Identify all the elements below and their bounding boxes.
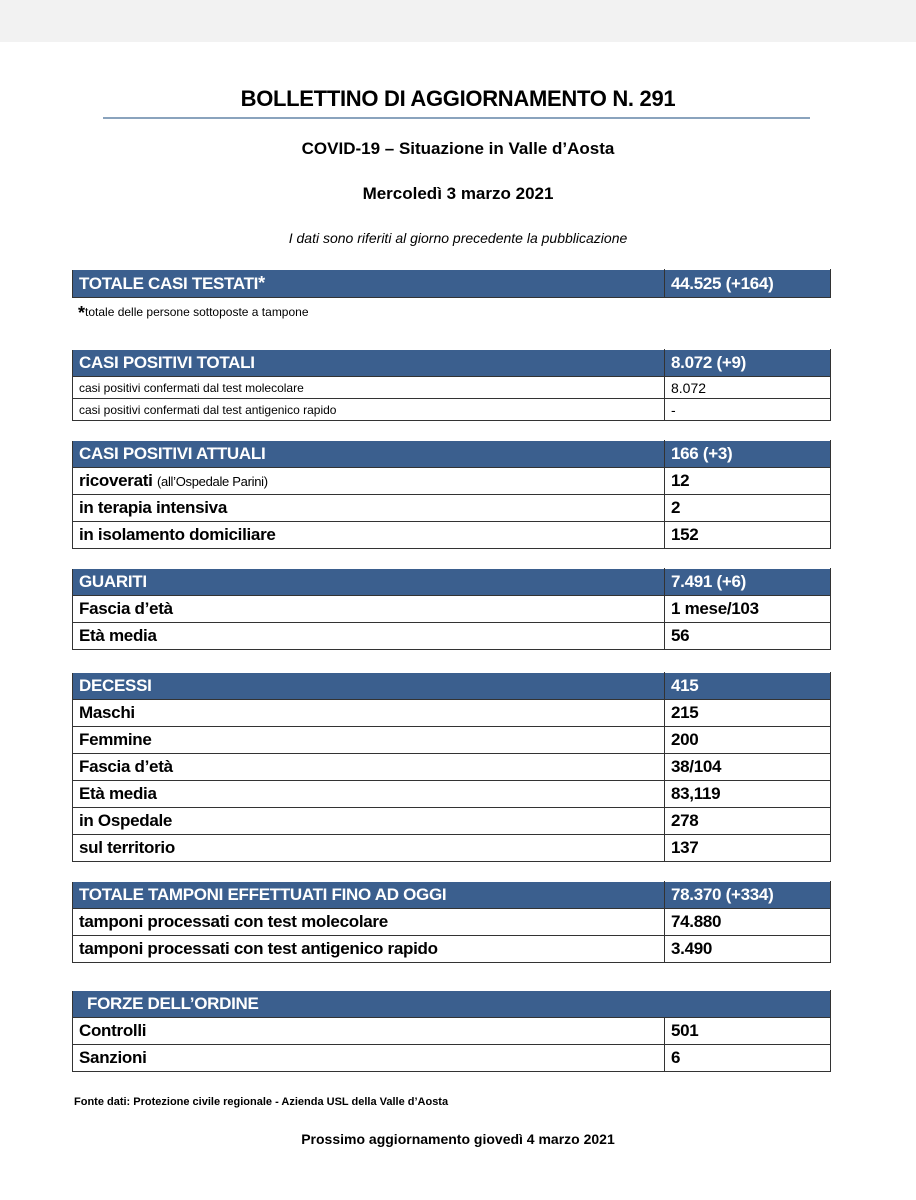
guariti-value: 7.491 (+6) [665,569,831,596]
title-divider [103,117,810,119]
table-row: Età media 83,119 [73,781,831,808]
table-row: Età media 56 [73,623,831,650]
table-row: ricoverati (all’Ospedale Parini) 12 [73,468,831,495]
forze-ordine-label: FORZE DELL’ORDINE [73,991,831,1018]
table-row [73,673,831,700]
table-row: Maschi 215 [73,700,831,727]
positivi-totali-label: CASI POSITIVI TOTALI [73,350,665,377]
table-totale-casi [72,269,831,298]
table-row: tamponi processati con test antigenico rapido 3.490 [73,936,831,963]
table-row [73,991,831,1018]
table-row: Femmine 200 [73,727,831,754]
table-row [73,882,831,909]
page-subtitle: COVID-19 – Situazione in Valle d’Aosta [301,139,615,158]
asterisk-footnote: *totale delle persone sottoposte a tampone [78,303,309,323]
table-row: in isolamento domiciliare 152 [73,522,831,549]
table-tamponi [72,881,831,963]
totale-casi-label: TOTALE CASI TESTATI* [73,270,665,298]
guariti-label: GUARITI [73,569,665,596]
positivi-attuali-value: 166 (+3) [665,441,831,468]
table-row: in terapia intensiva 2 [73,495,831,522]
decessi-value: 415 [665,673,831,700]
table-row: casi positivi confermati dal test molecolare 8.072 [73,377,831,399]
top-bar [0,0,916,42]
table-row: casi positivi confermati dal test antigenico rapido - [73,399,831,421]
table-row: Sanzioni 6 [73,1045,831,1072]
table-row: in Ospedale 278 [73,808,831,835]
table-row [73,270,831,298]
positivi-attuali-label: CASI POSITIVI ATTUALI [73,441,665,468]
positivi-totali-value: 8.072 (+9) [665,350,831,377]
tamponi-label: TOTALE TAMPONI EFFETTUATI FINO AD OGGI [73,882,665,909]
table-row: Fascia d’età 1 mese/103 [73,596,831,623]
table-positivi-totali [72,349,831,421]
decessi-label: DECESSI [73,673,665,700]
table-forze-ordine [72,990,831,1072]
table-guariti [72,568,831,650]
table-row [73,569,831,596]
next-update: Prossimo aggiornamento giovedì 4 marzo 2021 [301,1131,615,1147]
data-source: Fonte dati: Protezione civile regionale - Azienda USL della Valle d’Aosta [74,1096,449,1108]
table-row: Controlli 501 [73,1018,831,1045]
data-reference-note: I dati sono riferiti al giorno precedente la pubblicazione [288,230,628,246]
table-row: sul territorio 137 [73,835,831,862]
table-row [73,350,831,377]
table-row: Fascia d’età 38/104 [73,754,831,781]
table-decessi [72,672,831,862]
table-row [73,441,831,468]
tamponi-value: 78.370 (+334) [665,882,831,909]
bulletin-date: Mercoledì 3 marzo 2021 [362,184,554,203]
table-positivi-attuali [72,440,831,549]
page-title: BOLLETTINO DI AGGIORNAMENTO N. 291 [240,86,676,111]
totale-casi-value: 44.525 (+164) [665,270,831,298]
table-row: tamponi processati con test molecolare 74.880 [73,909,831,936]
